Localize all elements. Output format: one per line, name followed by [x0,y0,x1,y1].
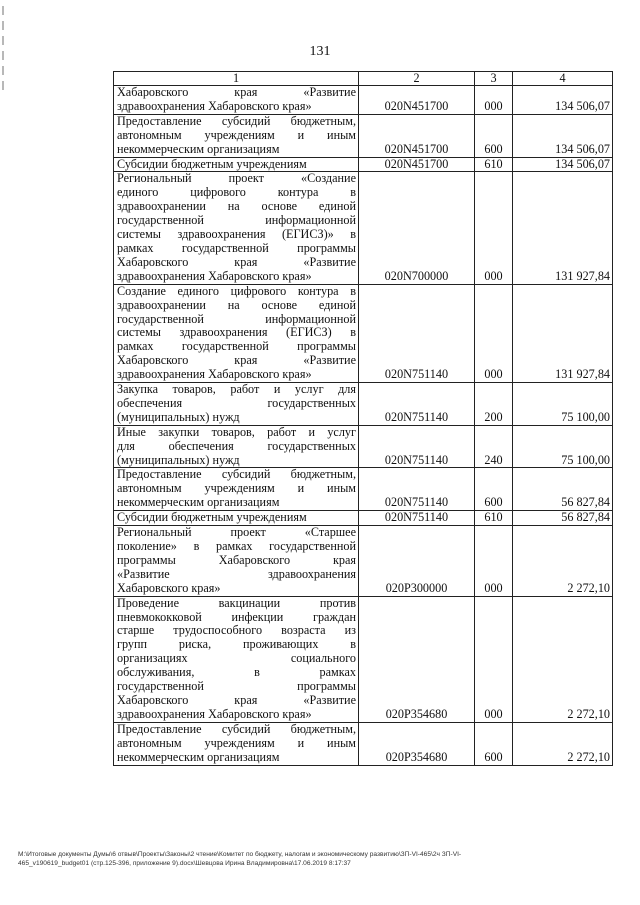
row-name-cell [114,284,359,382]
row-name-line: некоммерческим организациям [117,749,280,764]
row-code-cell: 020N700000 [359,172,475,284]
row-name-line: Хабаровского края «Развитие [117,353,356,368]
row-type-cell: 600 [475,468,513,511]
row-name-line: автономным учреждениям и иным [117,735,356,750]
row-name-line: Закупка товаров, работ и услуг для [117,382,356,397]
row-type-cell: 240 [475,425,513,468]
row-name-line: групп риска, проживающих в [117,637,356,652]
row-name-line: некоммерческим организациям [117,141,280,156]
row-code-cell: 020P354680 [359,722,475,765]
row-code-cell: 020N751140 [359,383,475,426]
row-name-cell [114,596,359,722]
row-amount-cell: 131 927,84 [513,284,613,382]
row-name-line: Предоставление субсидий бюджетным, [117,467,356,482]
header-col-2: 2 [359,72,475,86]
row-name-line: рамках государственной программы [117,240,356,255]
footer-line: 465_v190619_budget01 (стр.125-396, приложение 9).docx\Шевцова Ирина Владимировна\17.06.2019 8:17:37 [18,859,351,867]
row-type-cell: 000 [475,86,513,115]
row-name-cell [114,511,359,526]
table-row [114,511,613,526]
row-code-cell: 020N751140 [359,468,475,511]
row-code-cell: 020N751140 [359,425,475,468]
row-amount-cell: 131 927,84 [513,172,613,284]
row-name-line: системы здравоохранения (ЕГИСЗ) в [117,325,356,340]
row-type-cell: 610 [475,157,513,172]
row-name-line: здравоохранении на основе единой [117,297,356,312]
row-type-cell: 610 [475,511,513,526]
row-code-cell: 020P300000 [359,526,475,597]
row-name-line: программы Хабаровского края [117,552,356,567]
row-name-cell [114,86,359,115]
row-name-line: Хабаровского края «Развитие [117,254,356,269]
table-row [114,722,613,765]
budget-table [113,71,613,766]
table-row [114,86,613,115]
row-code-cell: 020N751140 [359,511,475,526]
header-col-4: 4 [513,72,613,86]
row-type-cell: 600 [475,722,513,765]
row-name-line: здравоохранения Хабаровского края» [117,98,312,113]
row-name-cell [114,425,359,468]
table-row [114,425,613,468]
row-name-line: Региональный проект «Старшее [117,525,356,540]
row-type-cell: 000 [475,284,513,382]
table-row [114,172,613,284]
row-name-cell [114,526,359,597]
table-row [114,468,613,511]
file-path-footer [18,851,624,868]
page-number: 131 [309,44,331,59]
row-name-line: здравоохранении на основе единой [117,199,356,214]
row-code-cell: 020N451700 [359,157,475,172]
table-row [114,596,613,722]
row-name-line: автономным учреждениям и иным [117,481,356,496]
row-name-line: обслуживания, в рамках [117,665,356,680]
row-name-cell [114,157,359,172]
row-type-cell: 600 [475,114,513,157]
row-amount-cell: 134 506,07 [513,114,613,157]
table-row [114,383,613,426]
row-type-cell: 200 [475,383,513,426]
row-name-line: здравоохранения Хабаровского края» [117,706,312,721]
row-amount-cell: 134 506,07 [513,86,613,115]
row-name-line: Хабаровского края» [117,580,221,595]
header-col-1: 1 [114,72,359,86]
row-type-cell: 000 [475,596,513,722]
row-name-line: здравоохранения Хабаровского края» [117,268,312,283]
row-name-line: обеспечения государственных [117,395,356,410]
row-name-cell [114,468,359,511]
row-name-line: государственной программы [117,679,356,694]
row-amount-cell: 56 827,84 [513,468,613,511]
row-name-line: организациях социального [117,651,356,666]
row-name-line: государственной информационной [117,311,356,326]
row-amount-cell: 134 506,07 [513,157,613,172]
table-row [114,284,613,382]
row-name-line: пневмококковой инфекции граждан [117,609,356,624]
row-name-line: Хабаровского края «Развитие [117,692,356,707]
row-amount-cell: 56 827,84 [513,511,613,526]
row-name-line: Субсидии бюджетным учреждениям [117,510,307,525]
table-row [114,114,613,157]
row-name-line: поколение» в рамках государственной [117,539,356,553]
row-amount-cell: 2 272,10 [513,596,613,722]
row-name-line: Региональный проект «Создание [117,171,356,186]
row-code-cell: 020N451700 [359,86,475,115]
row-name-line: Предоставление субсидий бюджетным, [117,721,356,736]
table-header-row [114,72,613,86]
row-name-line: Проведение вакцинации против [117,595,356,610]
row-amount-cell: 2 272,10 [513,722,613,765]
row-name-line: некоммерческим организациям [117,495,280,510]
row-name-cell [114,383,359,426]
row-name-line: здравоохранения Хабаровского края» [117,367,312,382]
row-name-line: для обеспечения государственных [117,438,356,453]
row-name-line: Хабаровского края «Развитие [117,85,356,99]
row-name-line: единого цифрового контура в [117,185,356,200]
table-row [114,526,613,597]
header-col-3: 3 [475,72,513,86]
row-name-line: Создание единого цифрового контура в [117,283,356,298]
row-code-cell: 020P354680 [359,596,475,722]
row-name-line: Иные закупки товаров, работ и услуг [117,424,356,439]
row-name-line: системы здравоохранения (ЕГИСЗ)» в [117,227,356,242]
table-row [114,157,613,172]
row-name-line: автономным учреждениям и иным [117,127,356,142]
row-name-cell [114,722,359,765]
row-name-line: Предоставление субсидий бюджетным, [117,113,356,128]
row-amount-cell: 75 100,00 [513,383,613,426]
row-amount-cell: 75 100,00 [513,425,613,468]
row-name-cell [114,114,359,157]
row-name-cell [114,172,359,284]
row-type-cell: 000 [475,526,513,597]
row-name-line: государственной информационной [117,213,356,228]
row-code-cell: 020N751140 [359,284,475,382]
row-name-line: рамках государственной программы [117,339,356,354]
footer-line: M:\Итоговые документы Думы\6 отвыв\Проекты\Законы\2 чтение\Комитет по бюджету, налогам и экономическому развитию\ЗП-VI-465\2ч ЗП-VI- [18,851,462,858]
row-amount-cell: 2 272,10 [513,526,613,597]
row-name-line: «Развитие здравоохранения [117,566,356,581]
row-name-line: Субсидии бюджетным учреждениям [117,156,307,171]
row-name-line: старше трудоспособного возраста из [117,623,356,638]
row-name-line: (муниципальных) нужд [117,409,240,424]
row-name-line: (муниципальных) нужд [117,452,240,467]
table-body [114,86,613,766]
row-type-cell: 000 [475,172,513,284]
row-code-cell: 020N451700 [359,114,475,157]
